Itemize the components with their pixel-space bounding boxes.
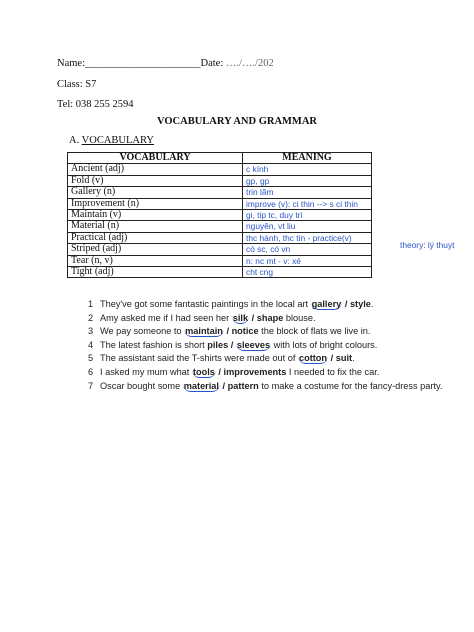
header-vocabulary: VOCABULARY	[68, 153, 243, 164]
vocab-meaning: gi, tip tc, duy trì	[243, 210, 372, 221]
vocab-word: Practical (adj)	[68, 232, 243, 243]
option-one: gallery	[311, 299, 342, 309]
exercise-item	[88, 325, 442, 339]
option-two: suit	[335, 353, 353, 364]
vocab-meaning: n: nc mt - v: xé	[243, 255, 372, 266]
date-value: …./…./202	[225, 58, 274, 69]
side-note: theory: lý thuyt	[400, 240, 455, 250]
name-date-line	[57, 58, 274, 69]
vocab-word: Fold (v)	[68, 175, 243, 186]
option-one: tools	[192, 366, 215, 377]
sentence-start: Oscar bought some	[100, 380, 183, 391]
section-a-heading	[69, 135, 154, 146]
sentence-end: the block of flats we live in.	[258, 326, 371, 337]
table-row	[68, 221, 372, 232]
exercise-number: 4	[88, 339, 94, 350]
sentence-end: .	[370, 299, 374, 309]
exercise-item	[88, 352, 442, 366]
exercise-number: 5	[88, 353, 94, 364]
sentence-end: to make a costume for the fancy-dress party.	[258, 380, 443, 391]
name-blank: ______________________	[85, 58, 201, 69]
option-separator: /	[249, 312, 257, 323]
vocabulary-table	[67, 152, 372, 278]
table-row	[68, 164, 372, 175]
exercise-item	[88, 312, 442, 326]
vocab-meaning: có sc, có vn	[243, 244, 372, 255]
vocab-word: Striped (adj)	[68, 244, 243, 255]
option-separator: /	[328, 353, 336, 364]
sentence-end: I needed to fix the car.	[286, 366, 380, 377]
exercise-number: 1	[88, 299, 94, 309]
table-row	[68, 198, 372, 209]
exercise-number: 6	[88, 366, 94, 377]
section-label: VOCABULARY	[81, 135, 154, 146]
section-letter: A.	[69, 135, 80, 146]
option-separator: /	[228, 339, 236, 350]
sentence-end: blouse.	[283, 312, 316, 323]
sentence-start: We pay someone to	[100, 326, 185, 337]
class-line: Class: S7	[57, 79, 97, 90]
page-title: VOCABULARY AND GRAMMAR	[156, 116, 318, 127]
table-row	[68, 187, 372, 198]
tel-line: Tel: 038 255 2594	[57, 99, 134, 110]
vocab-word: Maintain (v)	[68, 210, 243, 221]
exercise-number: 3	[88, 326, 94, 337]
option-two: style	[349, 299, 371, 309]
table-row	[68, 267, 372, 278]
table-row	[68, 232, 372, 243]
vocab-meaning: c kính	[243, 164, 372, 175]
option-two: notice	[231, 326, 259, 337]
name-label: Name:	[57, 58, 85, 69]
vocab-meaning: thc hành, thc tin - practice(v)	[243, 232, 372, 243]
vocab-word: Ancient (adj)	[68, 164, 243, 175]
option-two: improvements	[223, 366, 287, 377]
exercise-number: 2	[88, 312, 94, 323]
option-two: pattern	[227, 380, 259, 391]
exercise-number: 7	[88, 380, 94, 391]
sentence-start: Amy asked me if I had seen her	[100, 312, 232, 323]
vocab-meaning: gp, gp	[243, 175, 372, 186]
option-two: shape	[256, 312, 284, 323]
option-separator: /	[215, 366, 224, 377]
sentence-end: with lots of bright colours.	[271, 339, 378, 350]
vocab-word: Gallery (n)	[68, 187, 243, 198]
exercise-list	[88, 298, 442, 393]
sentence-end: .	[352, 353, 355, 364]
sentence-start: The latest fashion is short	[100, 339, 208, 350]
date-label: Date:	[200, 58, 224, 69]
option-one: cotton	[298, 353, 328, 364]
option-one: silk	[232, 312, 249, 323]
vocab-meaning: nguyên, vt liu	[243, 221, 372, 232]
sentence-start: I asked my mum what	[100, 366, 192, 377]
table-body	[68, 164, 372, 278]
exercise-item	[88, 380, 442, 394]
table-row	[68, 244, 372, 255]
exercise-item	[88, 339, 442, 353]
vocab-meaning: cht cng	[243, 267, 372, 278]
vocab-word: Improvement (n)	[68, 198, 243, 209]
exercise-item	[88, 298, 442, 312]
vocab-word: Material (n)	[68, 221, 243, 232]
vocab-word: Tight (adj)	[68, 267, 243, 278]
vocab-meaning: trin lãm	[243, 187, 372, 198]
option-one: maintain	[185, 326, 223, 337]
sentence-start: The assistant said the T-shirts were made out of	[100, 353, 298, 364]
option-one: piles	[207, 339, 229, 350]
option-two: sleeves	[236, 339, 271, 350]
table-row	[68, 255, 372, 266]
table-header-row	[68, 153, 372, 164]
table-row	[68, 210, 372, 221]
vocab-meaning: improve (v): ci thin --> s ci thin	[243, 198, 372, 209]
exercise-item	[88, 366, 442, 380]
option-one: material	[183, 380, 219, 391]
header-meaning: MEANING	[243, 153, 372, 164]
table-row	[68, 175, 372, 186]
sentence-start: They've got some fantastic paintings in the local art	[100, 299, 311, 309]
vocab-word: Tear (n, v)	[68, 255, 243, 266]
option-separator: /	[342, 299, 350, 309]
option-separator: /	[219, 380, 228, 391]
option-separator: /	[223, 326, 232, 337]
